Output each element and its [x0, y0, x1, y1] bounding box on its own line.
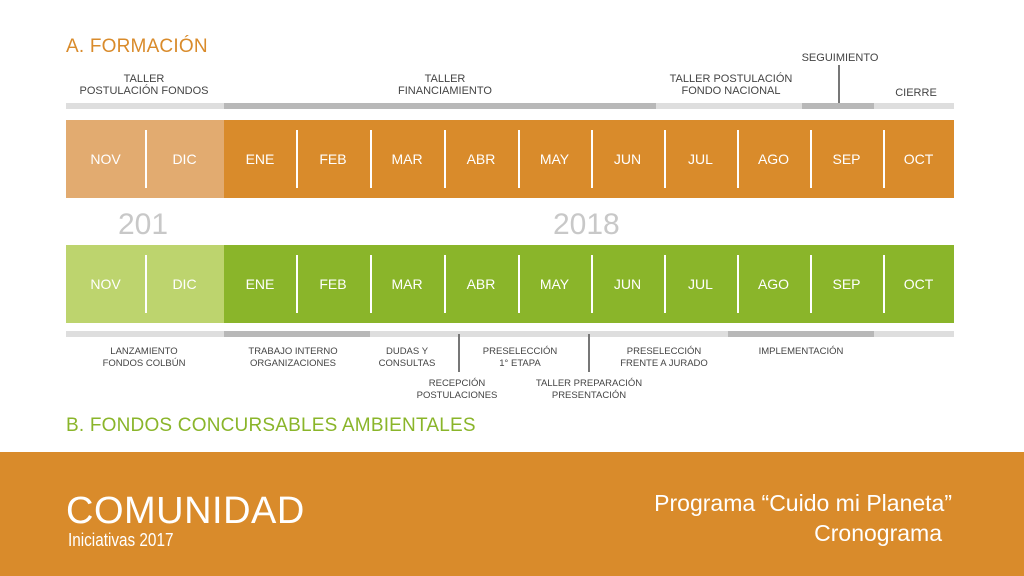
- month-label: MAR: [391, 276, 423, 292]
- label-dudas: DUDAS Y CONSULTAS: [378, 346, 436, 369]
- month-label: JUN: [613, 276, 642, 292]
- label-taller-preparacion: TALLER PREPARACIÓN PRESENTACIÓN: [535, 378, 643, 401]
- month-cell: [224, 120, 296, 198]
- month-cell: [664, 120, 737, 198]
- slide-subject: Cronograma: [814, 520, 942, 546]
- label-recepcion: RECEPCIÓN POSTULACIONES: [416, 378, 498, 401]
- month-label: OCT: [903, 151, 934, 167]
- month-label: JUL: [688, 276, 713, 292]
- month-cell: [737, 245, 810, 323]
- month-cell: [224, 245, 296, 323]
- label-implementacion: IMPLEMENTACIÓN: [758, 346, 844, 357]
- month-label: JUN: [613, 151, 642, 167]
- label-preseleccion-jurado: PRESELECCIÓN FRENTE A JURADO: [620, 346, 708, 369]
- month-cell: [296, 120, 370, 198]
- footer-program-block: [552, 488, 952, 548]
- month-label: SEP: [832, 151, 861, 167]
- month-label: DIC: [172, 151, 197, 167]
- month-label: MAR: [391, 151, 423, 167]
- month-cell: [883, 120, 954, 198]
- fondos-bar-segment-trabajo: [224, 331, 370, 337]
- month-label: NOV: [90, 276, 121, 292]
- label-taller-postulacion-fondo-nacional: TALLER POSTULACIÓN FONDO NACIONAL: [669, 73, 793, 97]
- footer-subtitle: Iniciativas 2017: [68, 530, 174, 550]
- month-cell: [66, 245, 145, 323]
- month-label: MAY: [539, 276, 570, 292]
- month-cell: [444, 245, 518, 323]
- month-cell: [883, 245, 954, 323]
- month-cell: [370, 245, 444, 323]
- month-label: FEB: [319, 276, 347, 292]
- section-b-title: B. FONDOS CONCURSABLES AMBIENTALES: [66, 415, 476, 436]
- month-cell: [810, 245, 883, 323]
- month-cell: [296, 245, 370, 323]
- year-2017-label: 201: [118, 208, 169, 241]
- label-preseleccion-1: PRESELECCIÓN 1° ETAPA: [482, 346, 558, 369]
- month-label: AGO: [757, 151, 790, 167]
- label-taller-financiamiento: TALLER FINANCIAMIENTO: [398, 73, 492, 97]
- recepcion-marker: [458, 334, 460, 372]
- month-cell: [145, 245, 224, 323]
- footer-band: [0, 452, 1024, 576]
- month-cell: [66, 120, 145, 198]
- month-label: JUL: [688, 151, 713, 167]
- month-cell: [591, 120, 664, 198]
- month-label: MAY: [539, 151, 570, 167]
- month-label: OCT: [903, 276, 934, 292]
- footer-title: COMUNIDAD: [66, 490, 305, 532]
- seguimiento-marker: [838, 65, 840, 105]
- program-name: Programa “Cuido mi Planeta”: [654, 490, 952, 516]
- label-cierre: CIERRE: [895, 87, 937, 99]
- month-label: ABR: [466, 151, 496, 167]
- month-cell: [737, 120, 810, 198]
- fondos-month-band: [66, 245, 954, 323]
- formacion-bar-segment-financiamiento: [224, 103, 656, 109]
- month-label: ENE: [245, 276, 275, 292]
- label-taller-postulacion-fondos: TALLER POSTULACIÓN FONDOS: [79, 73, 209, 97]
- month-label: ENE: [245, 151, 275, 167]
- month-cell: [518, 120, 591, 198]
- month-label: AGO: [757, 276, 790, 292]
- label-lanzamiento: LANZAMIENTO FONDOS COLBÚN: [102, 346, 186, 369]
- formacion-month-band: [66, 120, 954, 198]
- month-cell: [444, 120, 518, 198]
- label-seguimiento: SEGUIMIENTO: [801, 52, 879, 64]
- label-trabajo-interno: TRABAJO INTERNO ORGANIZACIONES: [248, 346, 338, 369]
- section-a-title: A. FORMACIÓN: [66, 36, 208, 57]
- month-cell: [518, 245, 591, 323]
- month-cell: [591, 245, 664, 323]
- fondos-bar-segment-implementacion: [728, 331, 874, 337]
- taller-preparacion-marker: [588, 334, 590, 372]
- month-cell: [370, 120, 444, 198]
- month-cell: [810, 120, 883, 198]
- month-label: SEP: [832, 276, 861, 292]
- month-cell: [145, 120, 224, 198]
- year-2018-label: 2018: [553, 208, 620, 241]
- formacion-bar-segment-seguimiento: [802, 103, 874, 109]
- month-cell: [664, 245, 737, 323]
- month-label: NOV: [90, 151, 121, 167]
- month-label: DIC: [172, 276, 197, 292]
- month-label: ABR: [466, 276, 496, 292]
- month-label: FEB: [319, 151, 347, 167]
